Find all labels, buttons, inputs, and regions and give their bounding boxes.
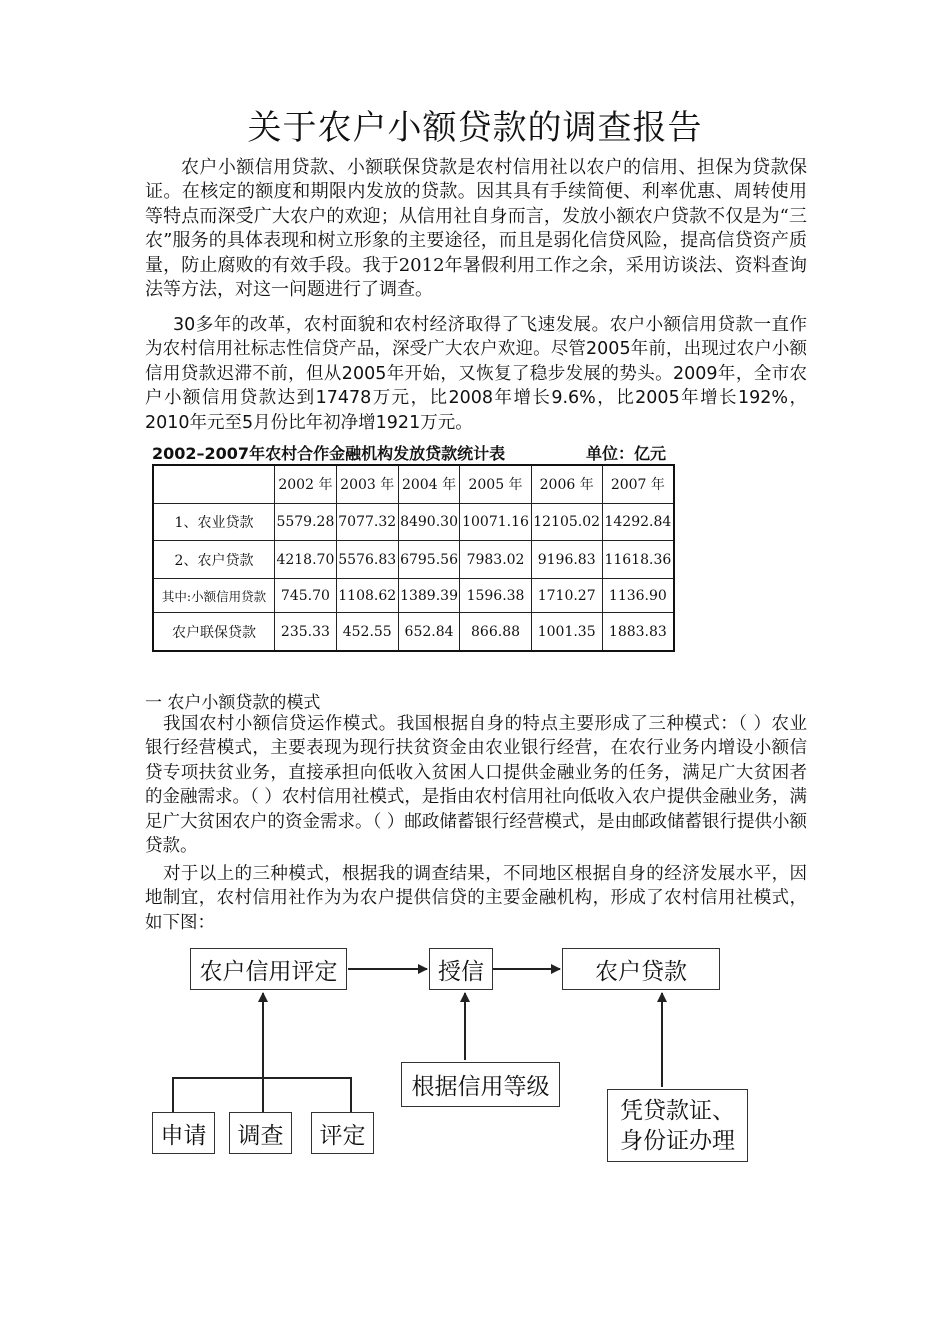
section-heading: 一 农户小额贷款的模式 (145, 693, 321, 713)
row-label: 农户联保贷款 (153, 613, 275, 652)
table-cell: 1136.90 (602, 579, 674, 613)
table-cell: 5576.83 (336, 541, 398, 579)
year-header: 2003 年 (336, 465, 398, 503)
growth-paragraph: 30多年的改革，农村面貌和农村经济取得了飞速发展。农户小额信用贷款一直作为农村信用社标志性信贷产品，深受广大农户欢迎。尽管2005年前，出现过农户小额信用贷款迟滞不前，但从2005年开始，又恢复了稳步发展的势头。2009年，全市农户小额信用贷款达到17478万元，比2008年增长9.6%，比2005年增长192%，2010年元至5月份比年初净增1921万元。 (145, 315, 807, 433)
credit-grade-box: 根据信用等级 (401, 1062, 560, 1107)
year-header: 2006 年 (531, 465, 602, 503)
table-cell: 5579.28 (275, 503, 337, 541)
table-title: 2002–2007年农村合作金融机构发放贷款统计表 (152, 444, 506, 463)
table-cell: 7983.02 (460, 541, 531, 579)
credit-grant-box: 授信 (429, 948, 493, 990)
year-header: 2007 年 (602, 465, 674, 503)
table-cell: 652.84 (398, 613, 460, 652)
year-header: 2005 年 (460, 465, 531, 503)
apply-box: 申请 (152, 1112, 215, 1154)
table-cell: 866.88 (460, 613, 531, 652)
intro-paragraph: 农户小额信用贷款、小额联保贷款是农村信用社以农户的信用、担保为贷款保证。在核定的额度和期限内发放的贷款。因其具有手续简便、利率优惠、周转使用等特点而深受广大农户的欢迎；从信用社自身而言，发放小额农户贷款不仅是为“三农”服务的具体表现和树立形象的主要途径，而且是弱化信贷风险，提高信贷资产质量，防止腐败的有效手段。我于2012年暑假利用工作之余，采用访谈法、资料查询法等方法，对这一问题进行了调查。 (145, 157, 807, 301)
table-cell: 745.70 (275, 579, 337, 613)
year-header: 2004 年 (398, 465, 460, 503)
table-cell: 11618.36 (602, 541, 674, 579)
table-cell: 1001.35 (531, 613, 602, 652)
documents-line-1: 凭贷款证、 (620, 1097, 735, 1124)
table-cell: 1596.38 (460, 579, 531, 613)
table-cell: 1883.83 (602, 613, 674, 652)
table-cell: 14292.84 (602, 503, 674, 541)
page-title: 关于农户小额贷款的调查报告 (247, 108, 703, 148)
table-cell: 235.33 (275, 613, 337, 652)
models-paragraph: 我国农村小额信贷运作模式。我国根据自身的特点主要形成了三种模式：（ ）农业银行经营模式，主要表现为现行扶贫资金由农业银行经营，在农行业务内增设小额信贷专项扶贫业务，直接承担向低收入贫困人口提供金融业务的任务，满足广大贫困者的金融需求。（ ）农村信用社模式，是指由农村信用社向低收入农户提供金融业务，满足广大贫困农户的资金需求。（ ）邮政储蓄银行经营模式，是由邮政储蓄银行提供小额贷款。 (145, 714, 807, 857)
rcc-model-paragraph: 对于以上的三种模式，根据我的调查结果，不同地区根据自身的经济发展水平，因地制宜，农村信用社作为为农户提供信贷的主要金融机构，形成了农村信用社模式，如下图： (145, 864, 807, 933)
table-cell: 1710.27 (531, 579, 602, 613)
table-cell: 452.55 (336, 613, 398, 652)
year-header: 2002 年 (275, 465, 337, 503)
table-cell: 1389.39 (398, 579, 460, 613)
table-cell: 12105.02 (531, 503, 602, 541)
table-cell: 6795.56 (398, 541, 460, 579)
row-label: 其中:小额信用贷款 (153, 579, 275, 613)
documents-box (607, 1089, 748, 1162)
table-cell: 8490.30 (398, 503, 460, 541)
investigate-box: 调查 (229, 1112, 292, 1154)
table-unit: 单位：亿元 (585, 444, 666, 463)
row-label: 2、农户贷款 (153, 541, 275, 579)
credit-rating-box: 农户信用评定 (190, 948, 347, 990)
table-cell: 10071.16 (460, 503, 531, 541)
table-cell: 1108.62 (336, 579, 398, 613)
farm-loan-box: 农户贷款 (562, 948, 720, 990)
evaluate-box: 评定 (311, 1112, 374, 1154)
table-cell: 7077.32 (336, 503, 398, 541)
table-cell: 9196.83 (531, 541, 602, 579)
row-label: 1、农业贷款 (153, 503, 275, 541)
table-cell: 4218.70 (275, 541, 337, 579)
documents-line-2: 身份证办理 (620, 1127, 735, 1154)
